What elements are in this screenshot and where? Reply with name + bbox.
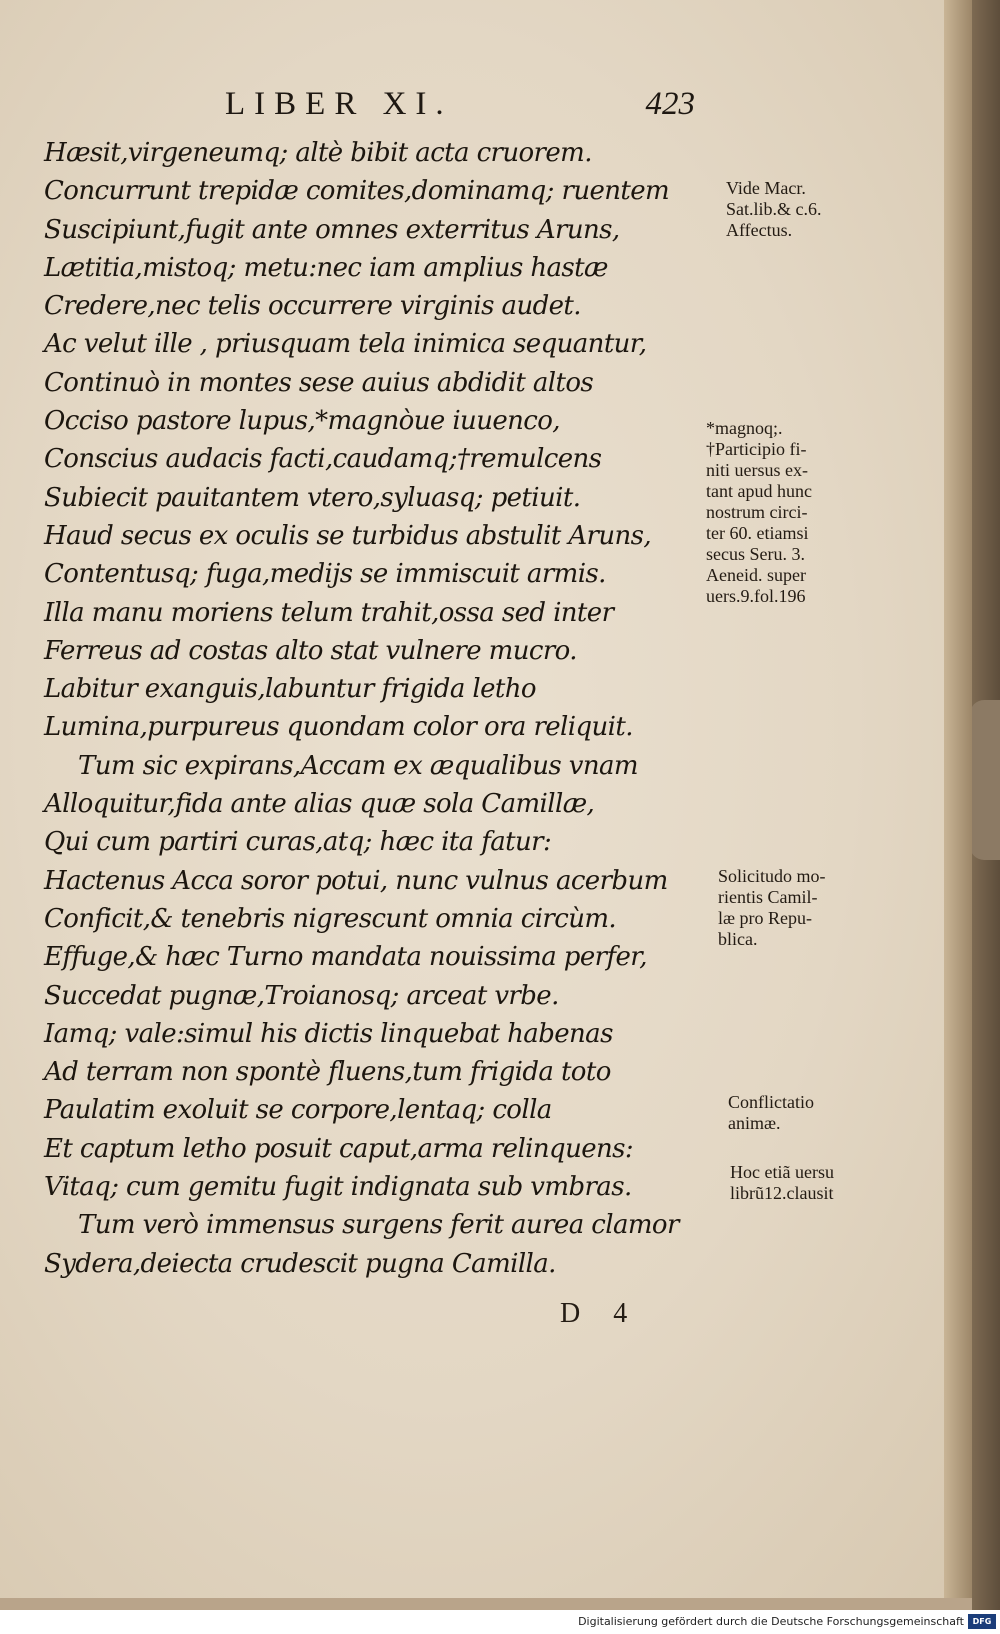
verse-line: Paulatim exoluit se corpore,lentaq; colla: [44, 1095, 552, 1126]
verse-line: Sydera,deiecta crudescit pugna Camilla.: [44, 1248, 556, 1279]
margin-note-line: †Participio fi-: [706, 439, 807, 459]
verse-line: Haud secus ex oculis se turbidus abstulit Aruns,: [44, 520, 652, 551]
page-tab: [970, 700, 1000, 860]
margin-note-line: animæ.: [728, 1113, 781, 1133]
margin-note-line: uers.9.fol.196: [706, 586, 806, 606]
digitization-credit: Digitalisierung gefördert durch die Deutsche Forschungsgemeinschaft: [578, 1615, 964, 1628]
verse-line: Qui cum partiri curas,atq; hæc ita fatur:: [44, 827, 552, 858]
verse-line: Ferreus ad costas alto stat vulnere mucro.: [44, 635, 577, 666]
verse-line: Et captum letho posuit caput,arma relinquens:: [44, 1133, 634, 1164]
verse-block: [44, 134, 734, 1283]
verse-line: Tum sic expirans,Accam ex æqualibus vnam: [78, 750, 638, 781]
verse-line: Ac velut ille , priusquam tela inimica sequantur,: [44, 329, 647, 360]
dfg-logo: DFG: [968, 1614, 996, 1629]
verse-line: Occiso pastore lupus,*magnòue iuuenco,: [44, 406, 560, 437]
verse-line: Effuge,& hæc Turno mandata nouissima perfer,: [44, 942, 647, 973]
margin-note-line: ter 60. etiamsi: [706, 523, 809, 543]
verse-line: Contentusq; fuga,medijs se immiscuit armis.: [44, 559, 606, 590]
margin-note-line: *magnoq;.: [706, 418, 783, 438]
verse-line: Subiecit pauitantem vtero,syluasq; petiuit.: [44, 482, 581, 513]
verse-line: Continuò in montes sese auius abdidit altos: [44, 367, 594, 398]
margin-note-line: tant apud hunc: [706, 481, 812, 501]
margin-note-line: Conflictatio: [728, 1092, 814, 1112]
margin-note-line: librũ12.clausit: [730, 1183, 834, 1203]
verse-line: Alloquitur,fida ante alias quæ sola Camillæ,: [44, 789, 595, 820]
verse-line: Concurrunt trepidæ comites,dominamq; ruentem: [44, 176, 670, 207]
footer-bar: [0, 1610, 1000, 1634]
margin-note-line: Affectus.: [726, 220, 793, 240]
verse-line: Hæsit,virgeneumq; altè bibit acta cruorem.: [44, 138, 592, 168]
margin-note-line: Aeneid. super: [706, 565, 806, 585]
margin-note-line: niti uersus ex-: [706, 460, 808, 480]
margin-note-line: Hoc etiã uersu: [730, 1162, 834, 1182]
verse-line: Conscius audacis facti,caudamq;†remulcens: [44, 444, 602, 475]
margin-note-line: secus Seru. 3.: [706, 544, 805, 564]
margin-note-line: læ pro Repu-: [718, 908, 812, 928]
margin-note-line: Sat.lib.& c.6.: [726, 199, 822, 219]
margin-note-conflictatio: [728, 1092, 814, 1134]
verse-line: Conficit,& tenebris nigrescunt omnia circùm.: [44, 903, 617, 934]
margin-note-line: nostrum circi-: [706, 502, 808, 522]
verse-line: Suscipiunt,fugit ante omnes exterritus Aruns,: [44, 214, 620, 245]
verse-line: Lumina,purpureus quondam color ora reliquit.: [44, 712, 633, 743]
running-head: [225, 86, 695, 130]
margin-note-hoc-etiam: [730, 1162, 834, 1204]
signature-mark: D 4: [560, 1298, 628, 1329]
verse-line: Ad terram non spontè fluens,tum frigida toto: [44, 1057, 611, 1088]
verse-line: Succedat pugnæ,Troianosq; arceat vrbe.: [44, 980, 559, 1011]
verse-line: Credere,nec telis occurrere virginis audet.: [44, 291, 581, 322]
margin-note-solicitudo: [718, 866, 826, 950]
margin-note-macrobius: [726, 178, 822, 241]
margin-note-line: blica.: [718, 929, 758, 949]
page-number: 423: [645, 86, 695, 122]
verse-line: Iamq; vale:simul his dictis linquebat habenas: [44, 1018, 613, 1049]
running-head-title: LIBER XI.: [225, 86, 453, 122]
verse-line: Vitaq; cum gemitu fugit indignata sub vmbras.: [44, 1172, 632, 1203]
margin-note-line: Solicitudo mo-: [718, 866, 826, 886]
margin-note-magnoque: [706, 418, 812, 607]
verse-line: Tum verò immensus surgens ferit aurea clamor: [78, 1210, 679, 1241]
verse-line: Illa manu moriens telum trahit,ossa sed inter: [44, 597, 614, 628]
verse-line: Hactenus Acca soror potui, nunc vulnus acerbum: [44, 865, 668, 896]
margin-note-line: rientis Camil-: [718, 887, 818, 907]
page-shadow-edge: [944, 0, 972, 1598]
verse-line: Lætitia,mistoq; metu:nec iam amplius hastæ: [44, 252, 608, 283]
verse-line: Labitur exanguis,labuntur frigida letho: [44, 674, 536, 705]
margin-note-line: Vide Macr.: [726, 178, 806, 198]
